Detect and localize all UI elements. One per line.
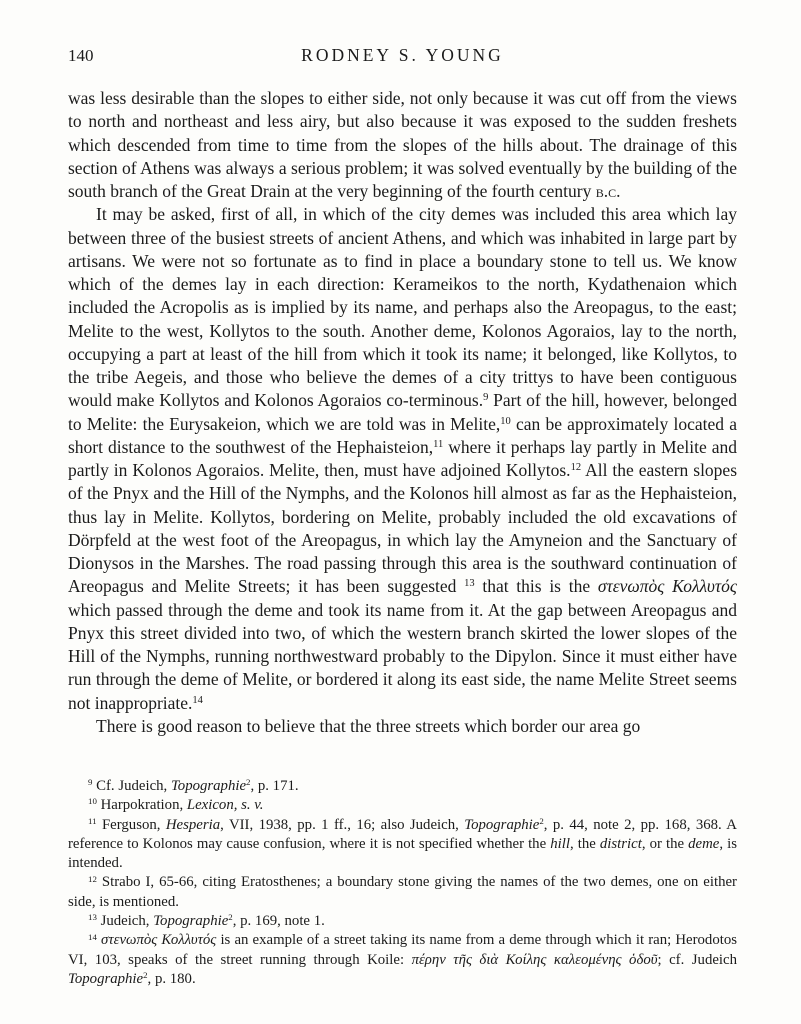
text-segment: , or the	[641, 835, 689, 852]
footnote-marker: 10	[500, 415, 511, 427]
footnote-marker: 2	[228, 912, 233, 923]
text-segment: It may be asked, first of all, in which of the city demes was included this area which lay between three of the busiest streets of ancient Athens, and which was inhabited in large part by artisans. We were not so fortunate as to find in place a boundary stone to tell us. We know which of the demes lay in each direction: Kerameikos to the north, Kydathenaion which included the Acropolis as is implied by its name, and perhaps also the Areopagus, to the east; Melite to the west, Kollytos to the south. Another deme, Kolonos Agoraios, lay to the north, occupying a part at least of the hill from which it took its name; it belonged, like Kollytos, to the tribe Aegeis, and those who believe the demes of a city trittys to have been contiguous would make Kollytos and Kolonos Agoraios co-terminous.	[68, 204, 737, 411]
text-segment: Cf. Judeich,	[92, 778, 171, 794]
footnote	[68, 816, 737, 874]
footnote	[68, 931, 737, 989]
paragraph	[68, 715, 737, 738]
footnote-marker: 2	[143, 970, 148, 981]
text-segment: deme	[688, 835, 720, 852]
text-segment: hill	[550, 835, 570, 852]
text-segment: b.c.	[595, 181, 621, 201]
footnote	[68, 777, 737, 796]
text-segment: Topographie	[153, 913, 229, 930]
footnote-marker: 13	[464, 578, 475, 590]
text-segment: Judeich,	[96, 913, 154, 930]
text-segment: ; cf. Judeich	[657, 951, 737, 968]
footnote-marker: 13	[88, 912, 97, 923]
footnote	[68, 796, 737, 815]
footnote-marker: 10	[88, 796, 97, 807]
text-segment: Strabo I, 65-66, citing Eratosthenes; a boundary stone giving the names of the two demes, one on either side, is mentioned.	[68, 874, 737, 910]
body-text	[68, 87, 737, 738]
footnote-marker: 11	[88, 815, 97, 826]
text-segment: , p. 171.	[250, 778, 299, 794]
text-segment: , the	[569, 835, 600, 852]
text-segment: which passed through the deme and took its name from it. At the gap between Areopagus and Pnyx this street divided into two, of which the western branch skirted the lower slopes of the Hill of the Nymphs, running northwestward probably to the Dipylon. Since it must either have run through the deme of Melite, or bordered it along its east side, the name Melite Street seems not inappropriate.	[68, 599, 737, 713]
footnote	[68, 873, 737, 912]
text-segment: , p. 44, note 2, pp. 168, 368. A reference to Kolonos may cause confusion, where it is not specified whether the	[68, 816, 737, 852]
text-segment: was less desirable than the slopes to either side, not only because it was cut off from the views to north and northeast and less airy, but also because it was exposed to the sudden freshets which descended from time to time from the slopes of the hills about. The drainage of this section of Athens was always a serious problem; it was solved eventually by the building of the south branch of the Great Drain at the very beginning of the fourth century	[68, 88, 737, 201]
page-number: 140	[68, 46, 94, 65]
text-segment: All the eastern slopes of the Pnyx and the Hill of the Nymphs, and the Kolonos hill almost as far as the Hephaisteion, thus lay in Melite. Kollytos, bordering on Melite, probably included the old excavations of Dörpfeld at the west foot of the Areopagus, in which lay the Amyneion and the Sanctuary of Dionysos in the Marshes. The road passing through this area is the southward continuation of Areopagus and Melite Streets; it has been suggested	[68, 460, 738, 597]
text-segment: , VII, 1938, pp. 1 ff., 16; also Judeich,	[220, 816, 465, 833]
text-segment: can be approximately located a short distance to the southwest of the Hephaisteion,	[68, 413, 737, 457]
text-segment: is an example of a street taking its name from a deme through which it ran; Herodotos VI, 103, speaks of the street running through Koile:	[68, 932, 737, 968]
text-segment: There is good reason to believe that the three streets which border our area go	[96, 715, 641, 736]
footnote-marker: 9	[88, 777, 93, 788]
text-segment: , p. 180.	[147, 970, 196, 987]
footnote	[68, 912, 737, 931]
footnotes	[68, 777, 737, 989]
footnote-marker: 11	[433, 438, 444, 450]
text-segment: , p. 169, note 1.	[232, 913, 325, 930]
running-title: RODNEY S. YOUNG	[301, 45, 504, 65]
text-segment: , is intended.	[68, 835, 737, 872]
text-segment: that this is the	[474, 576, 598, 597]
footnote-marker: 12	[88, 873, 97, 884]
text-segment: Ferguson,	[96, 816, 166, 833]
paragraph	[68, 203, 737, 715]
footnote-marker: 2	[246, 777, 251, 788]
text-segment: Harpokration,	[96, 797, 187, 814]
footnote-marker: 2	[539, 815, 544, 826]
footnote-marker: 12	[570, 462, 582, 474]
text-segment: where it perhaps lay partly in Melite and partly in Kolonos Agoraios. Melite, then, must have adjoined Kollytos.	[68, 436, 738, 480]
footnote-marker: 14	[192, 694, 203, 706]
text-segment: Topographie	[464, 816, 540, 833]
text-segment: Hesperia	[165, 816, 221, 833]
text-segment: Topographie	[68, 970, 144, 987]
text-segment: στενωπὸς Κολλυτός	[101, 932, 217, 949]
footnote-marker: 14	[88, 931, 97, 942]
footnote-marker: 9	[483, 392, 489, 404]
text-segment: district	[599, 835, 642, 852]
text-segment: στενωπὸς Κολλυτός	[597, 576, 737, 597]
paragraph	[68, 87, 737, 203]
text-segment: Topographie	[170, 778, 247, 794]
text-segment: πέρην τῆς διὰ Κοίλης καλεομένης ὁδοῦ	[411, 951, 658, 968]
page-header	[68, 45, 737, 67]
text-segment: Lexicon, s. v.	[186, 797, 264, 814]
text-segment: Part of the hill, however, belonged to Melite: the Eurysakeion, which we are told was in Melite,	[68, 390, 737, 434]
